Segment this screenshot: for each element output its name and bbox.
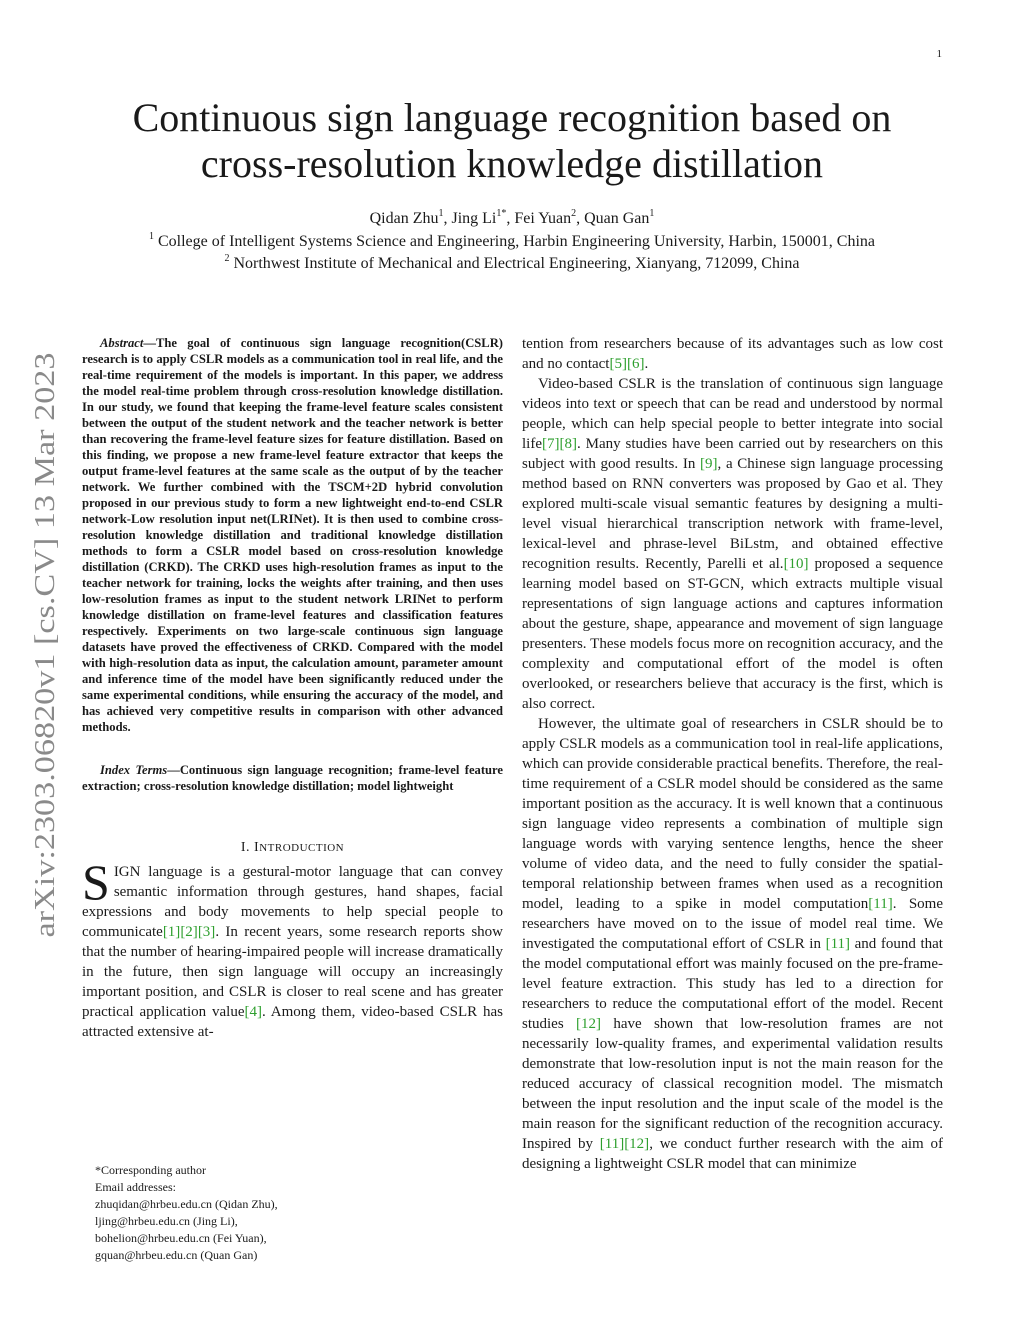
author-name: Qidan Zhu xyxy=(369,210,439,227)
author-separator: , xyxy=(506,210,515,227)
section-heading-introduction xyxy=(82,840,503,856)
title-line-2: cross-resolution knowledge distillation xyxy=(200,141,824,186)
body-paragraph xyxy=(522,374,943,714)
citation-link[interactable]: [5] xyxy=(609,356,627,372)
text-run: and found that the model computational effort was mainly focused on the pre-frame-level feature extraction. This study has led to a direction for researchers to reduce the computational effort of the model. Recent studies xyxy=(522,936,943,1032)
body-paragraph xyxy=(522,714,943,1174)
affiliation-1 xyxy=(80,231,944,253)
page-number: 1 xyxy=(936,48,942,60)
text-run: . xyxy=(644,356,649,372)
citation-link[interactable]: [9] xyxy=(700,456,718,472)
index-terms-label: Index Terms xyxy=(100,763,168,777)
citation-link[interactable]: [2] xyxy=(180,924,198,940)
body-paragraph xyxy=(522,334,943,374)
text-run: . Many studies have been carried out by researchers on this subject with good results. In xyxy=(522,436,943,472)
text-run: . Among them, video-based CSLR has attracted extensive at- xyxy=(82,1004,503,1040)
footnote-line: Email addresses: xyxy=(95,1180,176,1194)
text-run: , a Chinese sign language processing method based on RNN converters was proposed by Gao et al. They explored multi-scale visual semantic features by designing a multi-level visual hierarchical transcription network with frame-level, lexical-level and phrase-level BiLstm, and obtained effective recognition results. Recently, Parelli et al. xyxy=(522,456,943,572)
arxiv-stamp-text: arXiv:2303.06820v1 [cs.CV] 13 Mar 2023 xyxy=(29,441,61,938)
index-terms-text: —Continuous sign language recognition; frame-level feature extraction; cross-resolution knowledge distillation; model lightweight xyxy=(82,763,503,793)
citation-link[interactable]: [11] xyxy=(825,936,851,952)
citation-link[interactable]: [6] xyxy=(626,356,645,372)
author-name: Jing Li xyxy=(451,210,497,227)
text-run: , we conduct further research with the aim of designing a lightweight CSLR model that can minimize xyxy=(522,1136,943,1172)
author-separator: , xyxy=(443,210,452,227)
text-run: tention from researchers because of its advantages such as low cost and no contact xyxy=(522,336,943,372)
author-name: Quan Gan xyxy=(584,210,650,227)
footnote-line: zhuqidan@hrbeu.edu.cn (Qidan Zhu), xyxy=(95,1197,278,1211)
abstract xyxy=(82,335,503,735)
citation-link[interactable]: [12] xyxy=(624,1136,650,1152)
citation-link[interactable]: [7] xyxy=(542,436,560,452)
footnote-line: gquan@hrbeu.edu.cn (Quan Gan) xyxy=(95,1248,258,1262)
author-separator: , xyxy=(576,210,585,227)
citation-link[interactable]: [11] xyxy=(868,896,893,912)
citation-link[interactable]: [8] xyxy=(559,436,577,452)
citation-link[interactable]: [3] xyxy=(197,924,216,940)
text-run: . Some researchers have moved on to the issue of model real time. We investigated the computational effort of CSLR in xyxy=(522,896,943,952)
left-column xyxy=(82,335,503,1042)
affiliation-mark: 1 xyxy=(148,231,154,242)
affiliation-text: College of Intelligent Systems Science and Engineering, Harbin Engineering University, Harbin, 150001, China xyxy=(153,233,876,250)
text-run: IGN language is a gestural-motor language that can convey semantic information through gestures, hand shapes, facial expressions and body movements to help special people to communicate xyxy=(82,864,503,940)
footnote-line: bohelion@hrbeu.edu.cn (Fei Yuan), xyxy=(95,1231,267,1245)
text-run: However, the ultimate goal of researchers in CSLR should be to apply CSLR models as a communication tool in real-life applications, which can provide considerable practical benefits. Therefore, the real-time requirement of a CSLR model should be considered as the same important position as the accuracy. It is well known that a continuous sign language video represents a combination of multiple sign language words with varying sentence lengths, hence the sheer volume of video data, and the need to fully consider the spatial-temporal relationship between frames when used as a recognition model, leading to a spike in model computation xyxy=(522,716,943,912)
footnote xyxy=(95,1162,475,1264)
arxiv-stamp xyxy=(26,350,62,940)
title-line-1: Continuous sign language recognition based on xyxy=(132,95,892,140)
abstract-text: —The goal of continuous sign language recognition(CSLR) research is to apply CSLR models as a communication tool in real life, and the real-time requirement of the models is important. In this paper, we address the model real-time problem through cross-resolution knowledge distillation. In our study, we found that keeping the frame-level feature scales consistent between the output of the student network and the teacher network is better than recovering the frame-level feature sizes for feature distillation. Based on this finding, we propose a new frame-level feature extractor that keeps the output frame-level features at the same scale as the output of by the teacher network. We further combined with the TSCM+2D hybrid convolution proposed in our previous study to form a new lightweight end-to-end CSLR network-Low resolution input net(LRINet). It is then used to combine cross-resolution knowledge distillation and traditional knowledge distillation methods to form a CSLR model based on cross-resolution knowledge distillation (CRKD). The CRKD uses high-resolution frames as input to the teacher network for training, locks the weights after training, and then uses low-resolution frames as input to the student network LRINet to perform knowledge distillation on frame-level features and classification features respectively. Experiments on two large-scale continuous sign language datasets have proved the effectiveness of CRKD. Compared with the model with high-resolution data as input, the calculation amount, parameter amount and inference time of the model have been significantly reduced under the same experimental conditions, while ensuring the accuracy of the model, and has achieved very competitive results in comparison with other advanced methods. xyxy=(82,336,503,734)
author-list xyxy=(80,208,944,230)
affiliation-text: Northwest Institute of Mechanical and Electrical Engineering, Xianyang, 712099, China xyxy=(229,255,800,272)
author-affiliation-mark: 2 xyxy=(571,208,577,219)
paper-title xyxy=(80,95,944,187)
author-affiliation-mark: 1* xyxy=(496,208,507,219)
citation-link[interactable]: [10] xyxy=(783,556,809,572)
citation-link[interactable]: [11] xyxy=(599,1136,625,1152)
drop-cap-letter: S xyxy=(82,854,110,910)
intro-paragraph xyxy=(82,854,503,1042)
footnote-line: *Corresponding author xyxy=(95,1163,206,1177)
abstract-label: Abstract xyxy=(100,336,144,350)
author-affiliation-mark: 1 xyxy=(438,208,444,219)
right-column xyxy=(522,334,943,1174)
text-run: . In recent years, some research reports show that the number of hearing-impaired people will increase dramatically in the future, then sign language will occupy an increasingly important position, and CSLR is closer to real scene and has greater practical application value xyxy=(82,924,503,1020)
text-run: Video-based CSLR is the translation of continuous sign language videos into text or speech that can be read and understood by normal people, which can help special people to better integrate into social life xyxy=(522,376,943,452)
author-name: Fei Yuan xyxy=(514,210,572,227)
section-title-smallcaps: NTRODUCTION xyxy=(259,842,345,854)
affiliation-mark: 2 xyxy=(224,253,230,264)
text-run: proposed a sequence learning model based on ST-GCN, which extracts multiple visual representations of sign language actions and captures information about the gesture, shape, appearance and movement of sign language presenters. These models focus more on recognition accuracy, and the complexity and computational effort of the model is often overlooked, or researchers believe that accuracy is the first, which is also correct. xyxy=(522,556,943,712)
arxiv-stamp-svg xyxy=(26,350,62,940)
citation-link[interactable]: [12] xyxy=(576,1016,601,1032)
citation-link[interactable]: [1] xyxy=(162,924,181,940)
section-first-letter: I xyxy=(254,840,260,855)
citation-link[interactable]: [4] xyxy=(244,1004,262,1020)
author-affiliation-mark: 1 xyxy=(649,208,655,219)
section-numeral: I. xyxy=(240,840,255,855)
text-run: have shown that low-resolution frames are not necessarily low-quality frames, and experimental validation results demonstrate that low-resolution input is not the main reason for the reduced accuracy of classical recognition model. The mismatch between the input resolution and the input scale of the model is the main reason for the significant reduction of the recognition accuracy. Inspired by xyxy=(522,1016,943,1152)
affiliation-2 xyxy=(80,253,944,275)
footnote-line: ljing@hrbeu.edu.cn (Jing Li), xyxy=(95,1214,238,1228)
index-terms xyxy=(82,762,503,794)
